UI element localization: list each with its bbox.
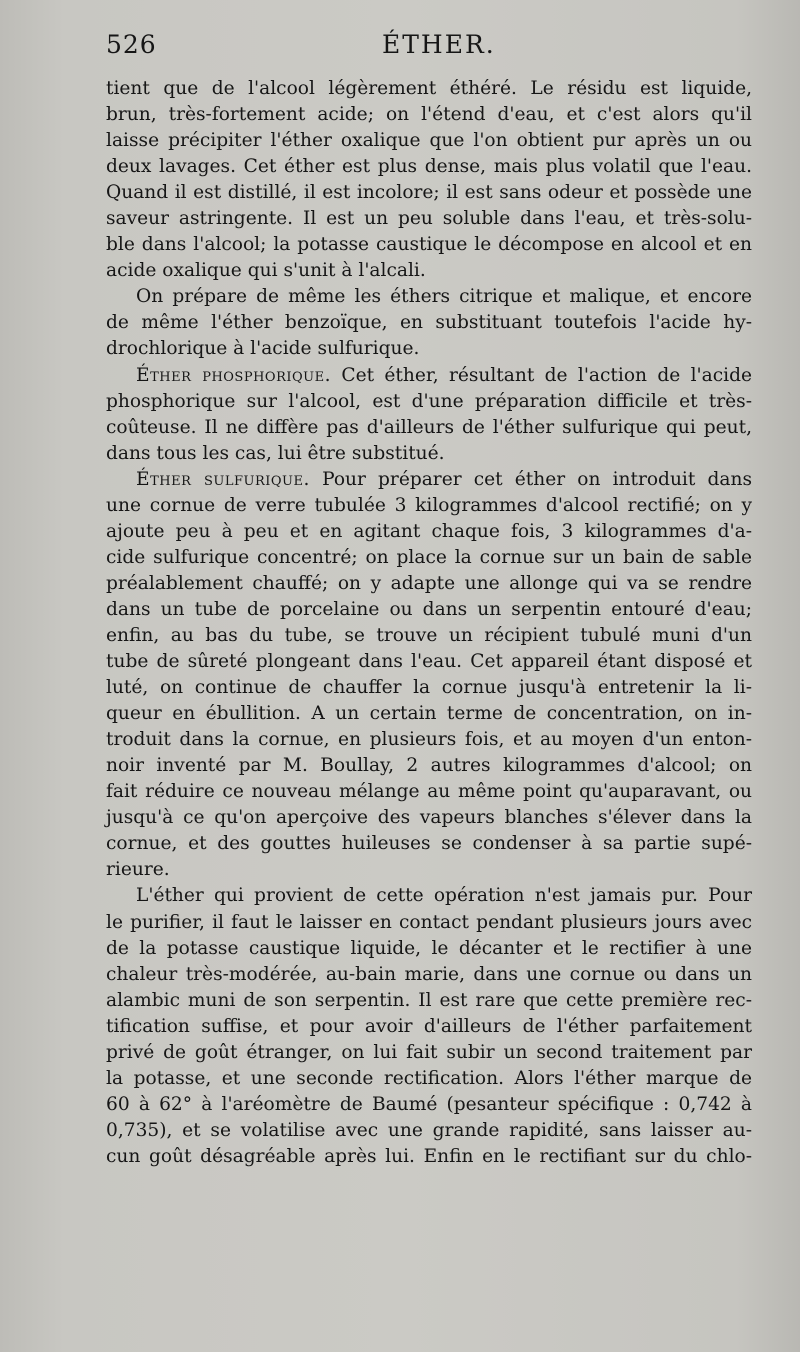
page-number: 526	[106, 30, 157, 59]
text-line: phosphorique sur l'alcool, est d'une préparation difficile et très-	[106, 390, 752, 412]
text-line: fait réduire ce nouveau mélange au même point qu'auparavant, ou	[106, 781, 752, 803]
text-line: 60 à 62° à l'aréomètre de Baumé (pesanteur spécifique : 0,742 à	[106, 1093, 752, 1115]
text-line: chaleur très-modérée, au-bain marie, dans une cornue ou dans un	[106, 963, 752, 985]
text-line: tube de sûreté plongeant dans l'eau. Cet appareil étant disposé et	[106, 651, 752, 673]
text-line: une cornue de verre tubulée 3 kilogrammes d'alcool rectifié; on y	[106, 494, 752, 516]
text-line: tient que de l'alcool légèrement éthéré. Le résidu est liquide,	[106, 78, 752, 99]
text-line: jusqu'à ce qu'on aperçoive des vapeurs blanches s'élever dans la	[106, 807, 752, 829]
text-line: cornue, et des gouttes huileuses se condenser à sa partie supé-	[106, 833, 752, 855]
text-line: tification suffise, et pour avoir d'ailleurs de l'éther parfaitement	[106, 1015, 752, 1037]
section-heading: Éther phosphorique.	[136, 364, 332, 386]
text-line: ajoute peu à peu et en agitant chaque fois, 3 kilogrammes d'a-	[106, 520, 752, 542]
text-line: ble dans l'alcool; la potasse caustique le décompose en alcool et en	[106, 234, 752, 256]
section-heading: Éther sulfurique.	[136, 468, 310, 490]
text-line: la potasse, et une seconde rectification. Alors l'éther marque de	[106, 1067, 752, 1089]
text-line: dans tous les cas, lui être substitué.	[106, 442, 445, 464]
text-line: drochlorique à l'acide sulfurique.	[106, 338, 420, 360]
text-line: laisse précipiter l'éther oxalique que l'on obtient pur après un ou	[106, 130, 752, 152]
text-line: coûteuse. Il ne diffère pas d'ailleurs de l'éther sulfurique qui peut,	[106, 416, 752, 438]
text-line: L'éther qui provient de cette opération n'est jamais pur. Pour	[136, 885, 752, 907]
text-line: noir inventé par M. Boullay, 2 autres kilogrammes d'alcool; on	[106, 755, 752, 777]
text-line: deux lavages. Cet éther est plus dense, mais plus volatil que l'eau.	[106, 156, 752, 178]
text-line: préalablement chauffé; on y adapte une allonge qui va se rendre	[106, 572, 752, 594]
line-text: Cet éther, résultant de l'action de l'acide	[331, 364, 752, 386]
text-line	[106, 467, 752, 493]
text-line: cun goût désagréable après lui. Enfin en le rectifiant sur du chlo-	[106, 1145, 752, 1167]
page-header	[106, 30, 752, 64]
text-line: de la potasse caustique liquide, le décanter et le rectifier à une	[106, 937, 752, 959]
text-line: brun, très-fortement acide; on l'étend d'eau, et c'est alors qu'il	[106, 104, 752, 126]
text-line: 0,735), et se volatilise avec une grande rapidité, sans laisser au-	[106, 1119, 752, 1141]
text-line: rieure.	[106, 859, 170, 881]
text-line: enfin, au bas du tube, se trouve un récipient tubulé muni d'un	[106, 624, 752, 646]
text-line: de même l'éther benzoïque, en substituant toutefois l'acide hy-	[106, 312, 752, 334]
text-line: cide sulfurique concentré; on place la cornue sur un bain de sable	[106, 546, 752, 568]
text-line: queur en ébullition. A un certain terme de concentration, on in-	[106, 703, 752, 725]
line-text: Pour préparer cet éther on introduit dans	[309, 468, 752, 490]
text-line: luté, on continue de chauffer la cornue jusqu'à entretenir la li-	[106, 677, 752, 699]
text-line: On prépare de même les éthers citrique et malique, et encore	[136, 286, 752, 308]
text-line: acide oxalique qui s'unit à l'alcali.	[106, 260, 426, 282]
text-line: troduit dans la cornue, en plusieurs fois, et au moyen d'un enton-	[106, 729, 752, 751]
text-line: alambic muni de son serpentin. Il est rare que cette première rec-	[106, 989, 752, 1011]
text-line: le purifier, il faut le laisser en contact pendant plusieurs jours avec	[106, 911, 752, 933]
running-head: ÉTHER.	[382, 30, 496, 59]
text-line: saveur astringente. Il est un peu soluble dans l'eau, et très-solu-	[106, 208, 752, 230]
text-line: Quand il est distillé, il est incolore; il est sans odeur et possède une	[106, 182, 752, 204]
text-line	[106, 363, 752, 389]
body-text	[106, 76, 752, 1170]
text-line: privé de goût étranger, on lui fait subir un second traitement par	[106, 1041, 752, 1063]
text-line: dans un tube de porcelaine ou dans un serpentin entouré d'eau;	[106, 598, 752, 620]
